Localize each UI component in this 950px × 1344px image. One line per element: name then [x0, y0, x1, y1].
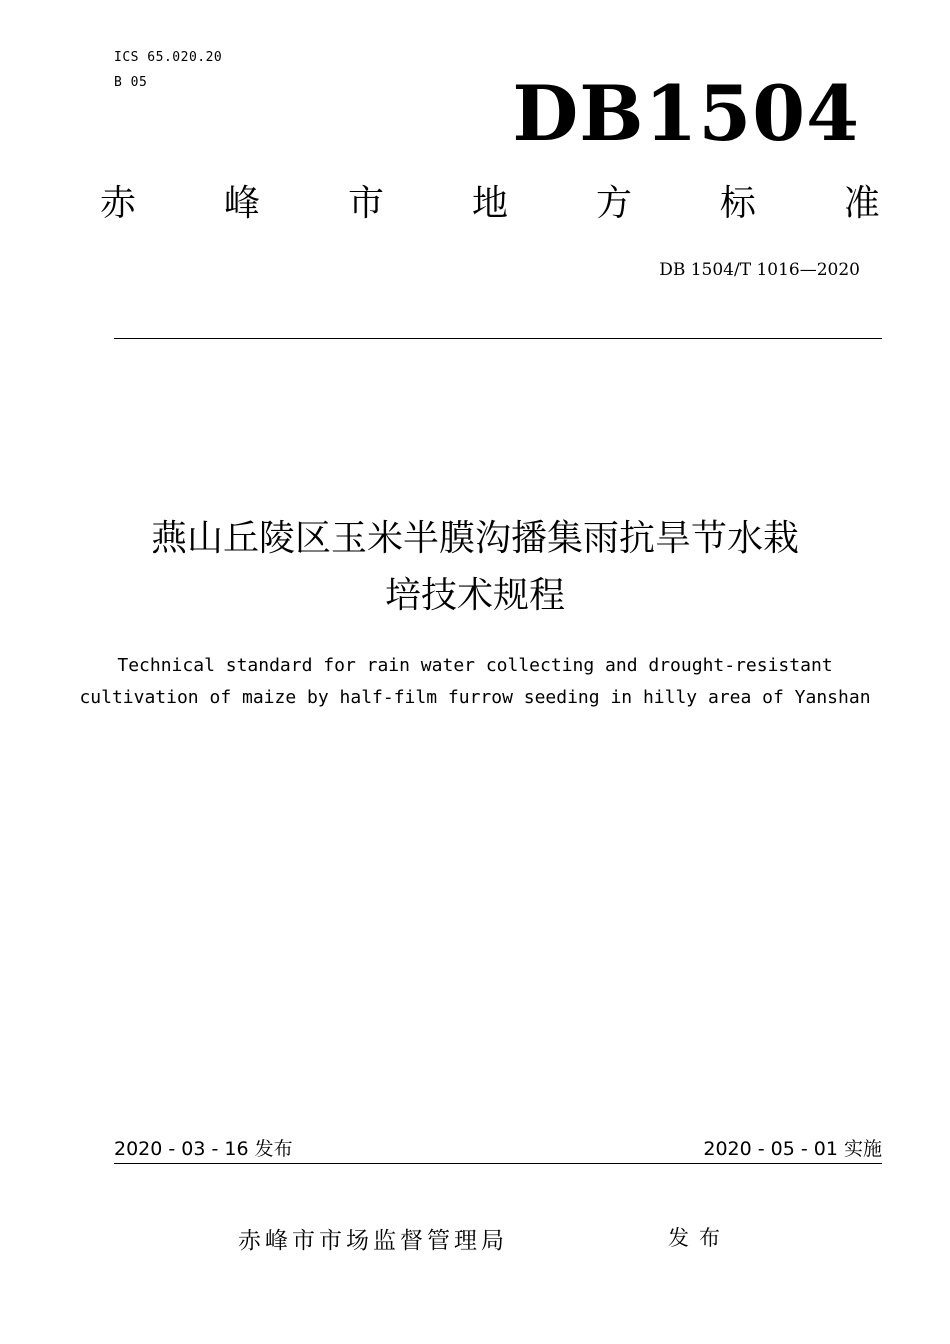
chinese-title-line-1: 燕山丘陵区玉米半膜沟播集雨抗旱节水栽 — [150, 518, 799, 559]
standard-number: DB 1504/T 1016—2020 — [659, 260, 860, 280]
standard-type-char: 市 — [347, 183, 384, 224]
standard-type-char: 准 — [843, 183, 880, 224]
standard-code-logo: DB1504 — [512, 69, 860, 158]
header-divider — [114, 338, 882, 339]
english-title-line-2: cultivation of maize by half-film furrow seeding in hilly area of Yanshan — [79, 687, 871, 708]
ccs-code: B 05 — [114, 75, 148, 90]
issue-label: 发布 — [668, 1226, 730, 1250]
publish-date: 2020 - 03 - 16 发布 — [114, 1138, 293, 1160]
english-title-line-1: Technical standard for rain water collecting and drought-resistant — [117, 655, 833, 676]
standard-type-char: 标 — [719, 183, 756, 224]
standard-type-heading — [100, 183, 880, 224]
standard-type-char: 地 — [471, 183, 508, 224]
issuing-authority: 赤峰市市场监督管理局 — [238, 1228, 508, 1254]
chinese-title-line-2: 培技术规程 — [384, 575, 565, 616]
standard-type-char: 方 — [595, 183, 632, 224]
standard-type-char: 赤 — [100, 183, 137, 224]
standard-type-char: 峰 — [223, 183, 260, 224]
implementation-date: 2020 - 05 - 01 实施 — [703, 1138, 882, 1160]
footer-divider — [114, 1163, 882, 1164]
ics-code: ICS 65.020.20 — [114, 50, 223, 65]
